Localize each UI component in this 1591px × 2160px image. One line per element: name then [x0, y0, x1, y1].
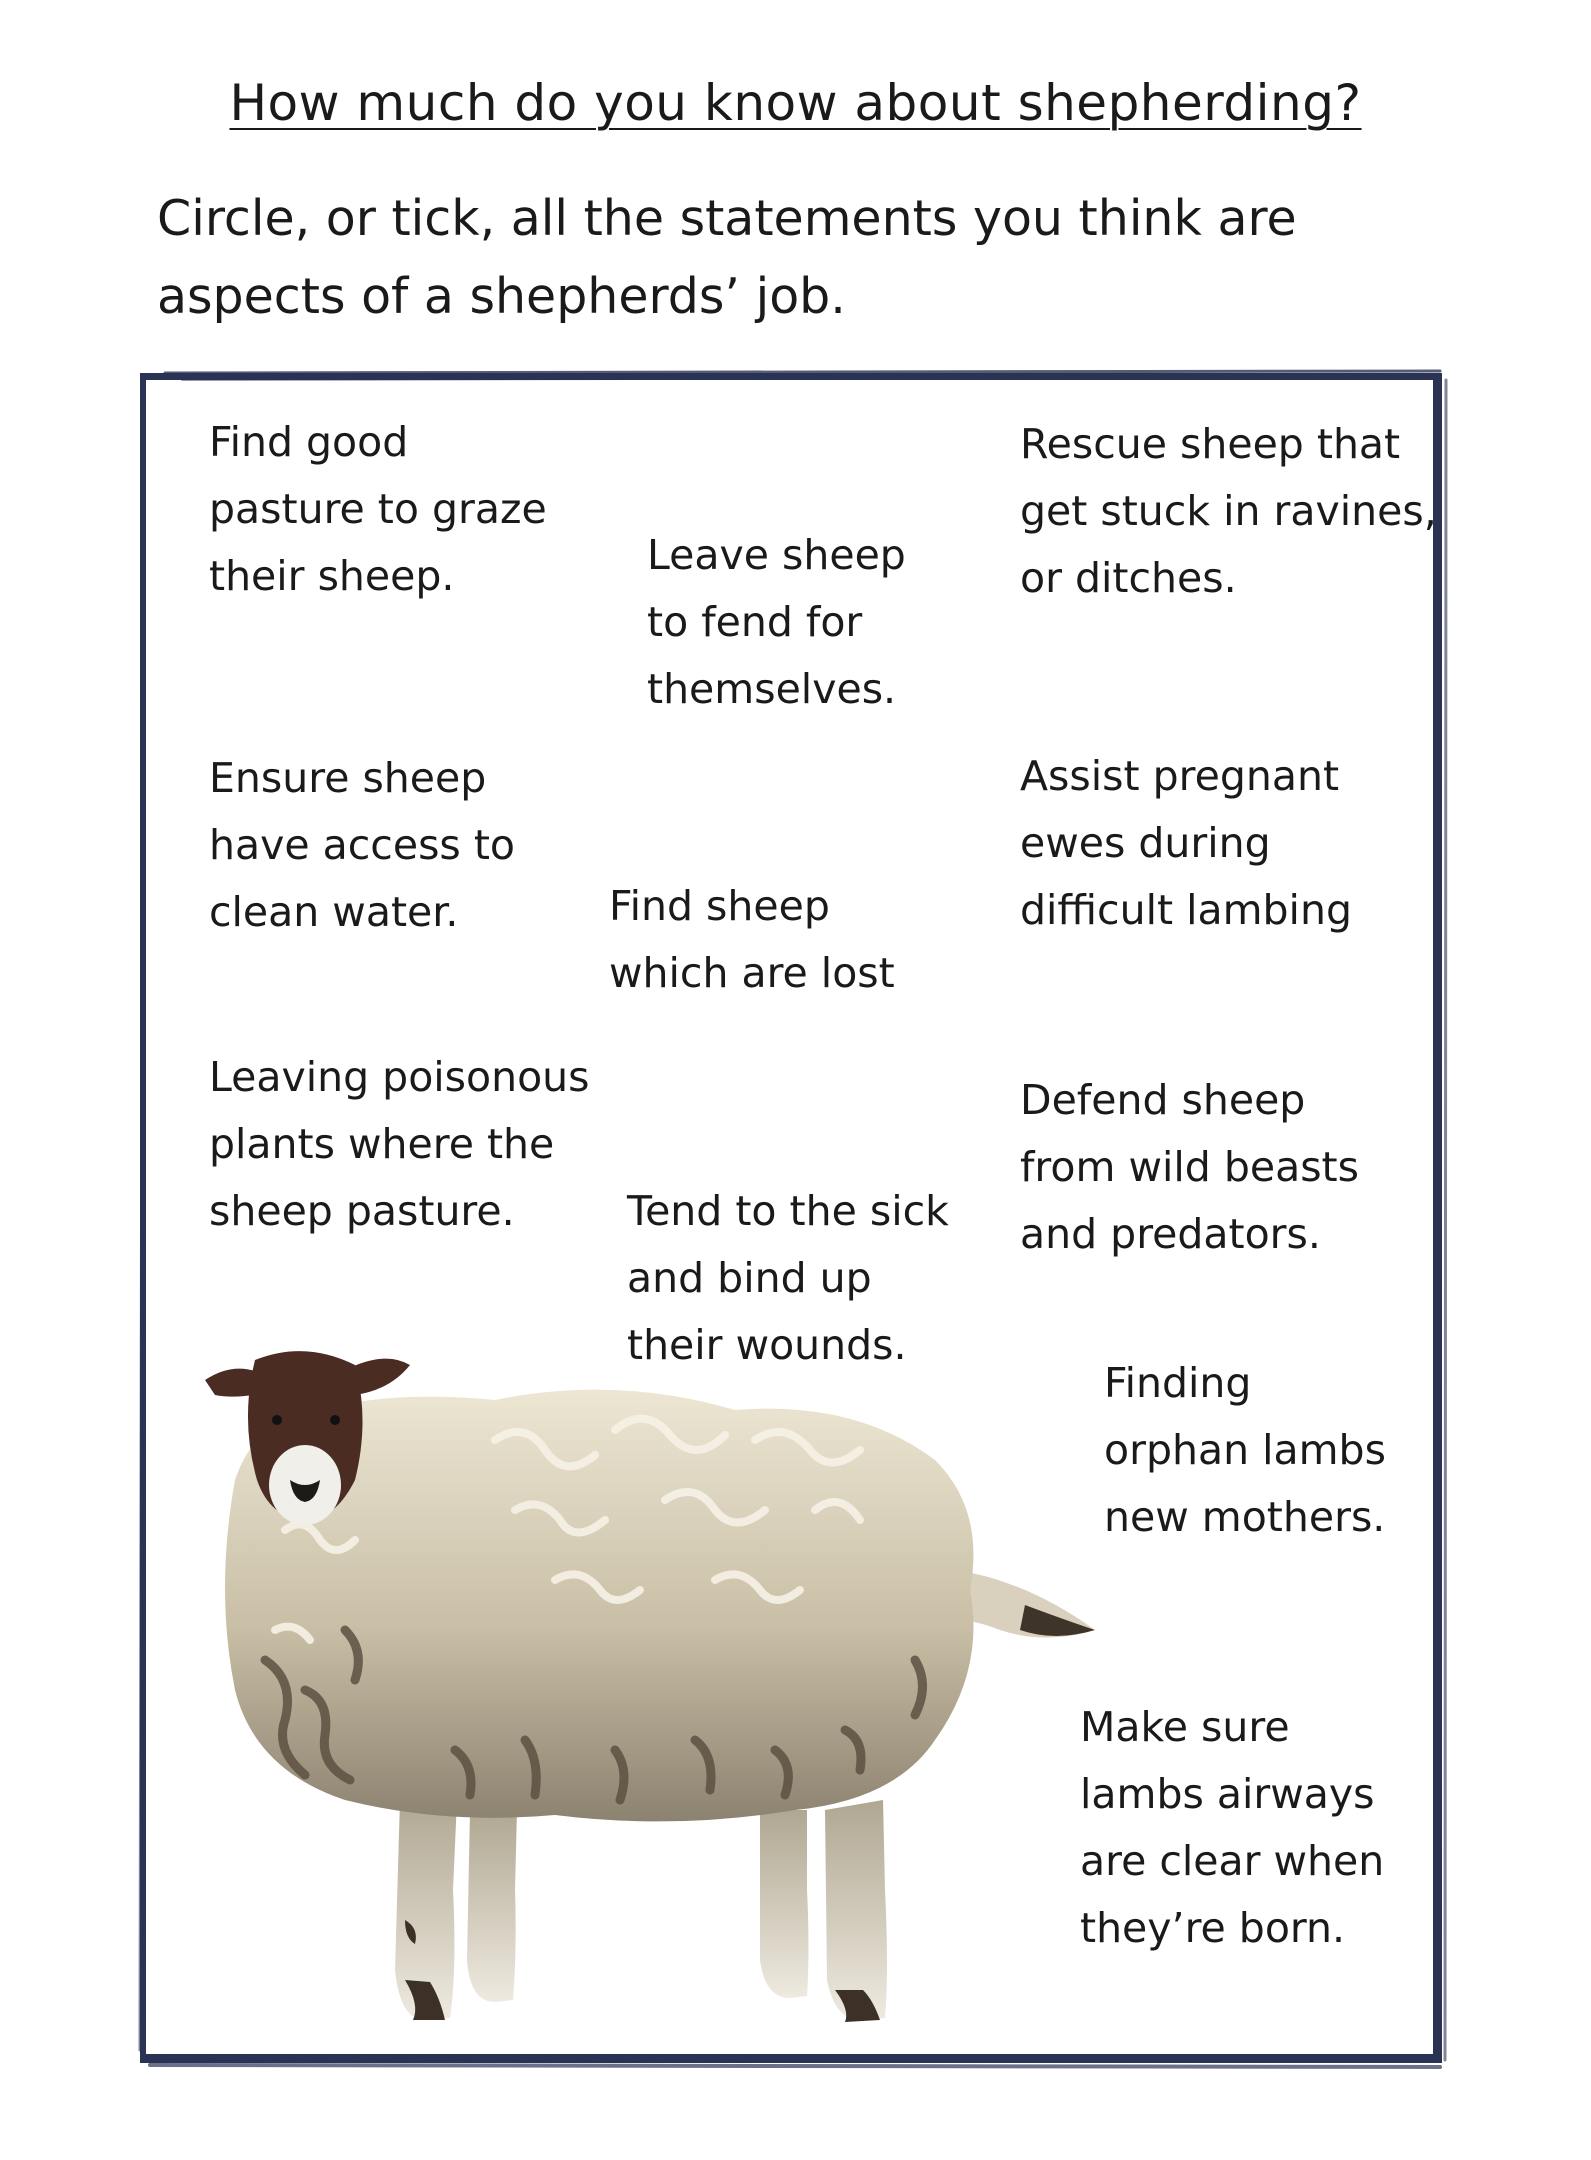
statement-orphan-lambs[interactable]: [1104, 1350, 1386, 1551]
statement-line: themselves.: [647, 665, 897, 713]
statement-line: which are lost: [609, 949, 895, 997]
statement-leave-sheep[interactable]: [647, 522, 906, 723]
statement-line: from wild beasts: [1020, 1143, 1359, 1191]
statement-line: ewes during: [1020, 819, 1271, 867]
statement-line: new mothers.: [1104, 1493, 1386, 1541]
statement-line: their sheep.: [209, 552, 455, 600]
sheep-drawing: [195, 1330, 1145, 2050]
statement-line: and predators.: [1020, 1210, 1321, 1258]
statement-line: Rescue sheep that: [1020, 420, 1401, 468]
statement-find-lost-sheep[interactable]: [609, 873, 895, 1007]
statement-line: Finding: [1104, 1359, 1252, 1407]
page-title: How much do you know about shepherding?: [229, 74, 1362, 132]
statement-line: Assist pregnant: [1020, 752, 1340, 800]
statement-line: or ditches.: [1020, 554, 1237, 602]
sheep-legs: [395, 1800, 887, 2022]
statement-rescue-sheep[interactable]: [1020, 411, 1437, 612]
statement-find-pasture[interactable]: [209, 409, 547, 610]
statement-line: Find sheep: [609, 882, 830, 930]
statement-clean-water[interactable]: [209, 745, 515, 946]
instructions-text: Circle, or tick, all the statements you think are aspects of a shepherds’ job.: [157, 190, 1297, 325]
sheep-illustration: [195, 1330, 1145, 2050]
statement-line: lambs airways: [1080, 1770, 1375, 1818]
statement-line: get stuck in ravines,: [1020, 487, 1437, 535]
statement-defend-sheep[interactable]: [1020, 1067, 1359, 1268]
statement-line: Make sure: [1080, 1703, 1290, 1751]
statement-line: have access to: [209, 821, 515, 869]
statement-line: plants where the: [209, 1120, 555, 1168]
statement-line: are clear when: [1080, 1837, 1385, 1885]
statement-line: Defend sheep: [1020, 1076, 1306, 1124]
statement-line: their wounds.: [627, 1321, 907, 1369]
statement-line: orphan lambs: [1104, 1426, 1386, 1474]
statement-line: clean water.: [209, 888, 459, 936]
statement-line: Find good: [209, 418, 409, 466]
statement-line: pasture to graze: [209, 485, 547, 533]
statement-line: to fend for: [647, 598, 863, 646]
statement-line: difficult lambing: [1020, 886, 1352, 934]
statement-line: Leave sheep: [647, 531, 906, 579]
statement-line: Leaving poisonous: [209, 1053, 590, 1101]
statement-poisonous-plants[interactable]: [209, 1044, 590, 1245]
statement-line: they’re born.: [1080, 1904, 1346, 1952]
statement-line: Ensure sheep: [209, 754, 487, 802]
statement-line: Tend to the sick: [627, 1187, 949, 1235]
statement-line: and bind up: [627, 1254, 872, 1302]
statement-line: sheep pasture.: [209, 1187, 515, 1235]
statement-assist-lambing[interactable]: [1020, 743, 1352, 944]
